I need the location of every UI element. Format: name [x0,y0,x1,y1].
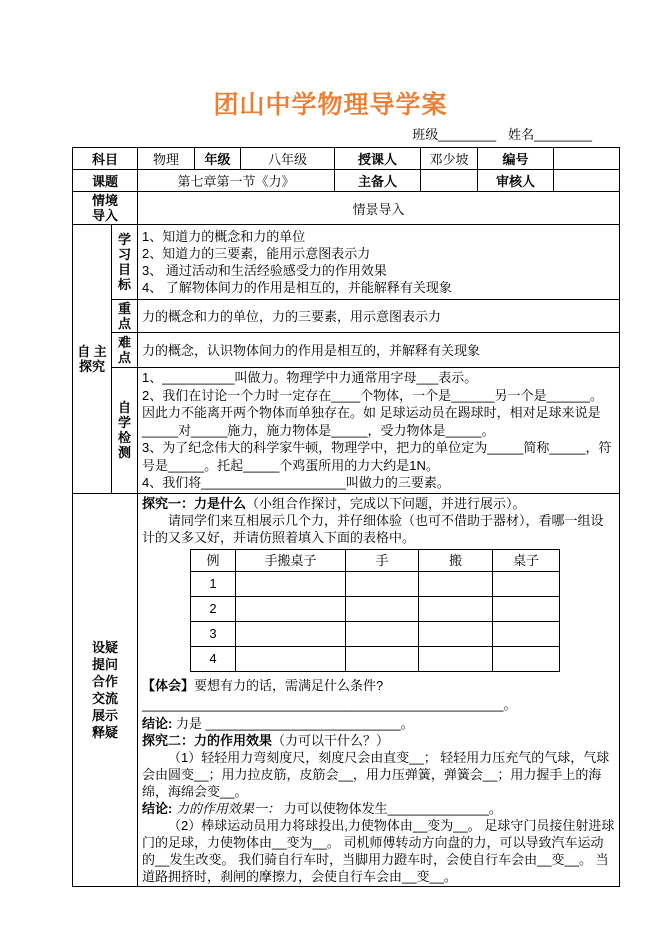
conclusion2-effect-name: 力的作用效果一： [175,800,280,816]
exploration2-para1: （1）轻轻用力弯刻度尺，刻度尺会由直变__； 轻轻用力压充气的气球，气球会由圆变__；用力拉皮筋，皮筋会__，用力压弹簧，弹簧会__；用力握手上的海绵，海绵会变__。 [142,749,610,799]
force-table-blank-cell [346,646,419,671]
force-table-header-cell: 手搬桌子 [236,549,346,571]
exploration1-heading-title: 探究一：力是什么 [142,495,247,511]
goal-item: 4、 了解物体间力的作用是相互的，并能解释有关现象 [142,280,452,295]
exploration1-intro: 请同学们来互相展示几个力，并仔细体验（也可不借助于器材），看哪一组设计的又多又好，并请仿照着填入下面的表格中。 [142,512,604,545]
number-value-cell [554,148,620,170]
grade-value-cell: 八年级 [241,148,335,170]
conclusion2-label: 结论: [142,800,173,816]
force-table-row-number: 2 [191,596,236,621]
exploration2-heading-note: （力可以干什么？） [272,732,390,748]
self-check-row [73,368,620,494]
goal-item: 3、 通过活动和生活经验感受力的作用效果 [142,263,387,278]
exploration-row [73,493,620,886]
key-point-label-cell: 重 点 [112,300,138,333]
force-examples-table [190,549,560,672]
info-row-2 [73,170,620,192]
reviewer-label-cell: 审核人 [478,170,554,192]
goal-item: 1、知道力的概念和力的单位 [142,229,306,244]
exploration2-heading-title: 探究二：力的作用效果 [142,732,273,748]
force-table-blank-cell [346,596,419,621]
conclusion1-line [142,715,615,732]
experience-text: 要想有力的话，需满足什么条件? [194,677,384,693]
force-table-row [191,596,560,621]
force-table-blank-cell [493,571,560,596]
exploration1-heading [142,495,615,512]
self-check-item: 2、我们在讨论一个力时一定存在____个物体，一个是______另一个是______。因此力不能离开两个物体而单独存在。如 足球运动员在踢球时，相对足球来说是_____对_____施力，施力物体是_____，受力物体是_____。 [142,387,603,438]
exploration1-heading-note: （小组合作探讨，完成以下问题，并进行展示）。 [246,495,526,511]
instructor-value-cell: 邓少坡 [421,148,478,170]
force-table-blank-cell [493,596,560,621]
number-label-cell: 编号 [478,148,554,170]
experience-blank-line: __________________________________________________。 [142,696,517,712]
self-check-item: 4、我们将____________________叫做力的三要素。 [142,475,450,490]
self-check-label-cell: 自 学 检 测 [112,368,138,494]
force-table-blank-cell [419,646,493,671]
discussion-label-cell: 设疑 提问 合作 交流 展示 释疑 [73,493,138,886]
force-table-header-cell: 手 [346,549,419,571]
info-table [72,147,620,192]
difficulty-label-cell: 难 点 [112,333,138,368]
force-table-blank-cell [236,596,346,621]
conclusion2-line [142,800,615,817]
conclusion1-text: 力是 ___________________________。 [175,715,414,731]
force-table-blank-cell [419,571,493,596]
goals-row [73,225,620,300]
conclusion2-text: 力可以使物体发生______________。 [283,800,502,816]
force-table-blank-cell [493,646,560,671]
force-table-blank-cell [419,596,493,621]
force-table-blank-cell [419,621,493,646]
exploration2-para2: （2）棒球运动员用力将球投出,力使物体由__变为__。 足球守门员接住射进球门的足球，力使物体由__变为__。 司机师傅转动方向盘的力，可以导致汽车运动的__发生改变。 我们骑自行车时，当脚用力蹬车时，会使自行车会由__变__。 当道路拥挤时，刹闸的摩擦力，会使自行车会由__变__。 [142,817,615,884]
preparer-value-cell [421,170,478,192]
subject-value-cell: 物理 [138,148,195,170]
goals-content-cell [138,225,620,300]
conclusion1-label: 结论: [142,715,173,731]
info-row-1 [73,148,620,170]
force-table-row-number: 3 [191,621,236,646]
experience-prefix: 【体会】 [142,677,195,693]
force-table-header-cell: 搬 [419,549,493,571]
page-title: 团山中学物理导学案 [213,91,448,119]
force-table-row [191,621,560,646]
force-table-blank-cell [493,621,560,646]
force-table-blank-cell [236,571,346,596]
exploration-content-cell [138,493,620,886]
topic-value-cell: 第七章第一节《力》 [138,170,335,192]
key-point-row [73,300,620,333]
self-inquiry-label-cell: 自 主 探究 [73,225,112,494]
class-blank-field: ________ [438,127,497,142]
key-point-content-cell: 力的概念和力的单位，力的三要素，用示意图表示力 [138,300,620,333]
self-check-item: 3、为了纪念伟大的科学家牛顿，物理学中，把力的单位定为_____简称_____，符号是_____。托起_____个鸡蛋所用的力大约是1N。 [142,440,612,473]
situation-row [73,192,620,225]
force-table-row-number: 1 [191,571,236,596]
force-table-row [191,571,560,596]
grade-label-cell: 年级 [195,148,241,170]
class-name-line [72,127,619,143]
self-check-item: 1、__________叫做力。物理学中力通常用字母___表示。 [142,370,478,385]
goal-item: 2、知道力的三要素，能用示意图表示力 [142,246,371,261]
study-plan-table [72,224,620,494]
force-table-row-number: 4 [191,646,236,671]
exploration2-heading [142,732,615,749]
situation-label-cell: 情境 导入 [73,192,138,225]
force-table-blank-cell [346,571,419,596]
force-table-blank-cell [236,646,346,671]
force-table-header-cell: 例 [191,549,236,571]
situation-table [72,191,620,225]
difficulty-row [73,333,620,368]
preparer-label-cell: 主备人 [335,170,421,192]
subject-label-cell: 科目 [73,148,138,170]
force-table-row [191,646,560,671]
force-table-header-row [191,549,560,571]
exploration-table [72,493,620,887]
force-table-blank-cell [346,621,419,646]
situation-content-cell: 情景导入 [138,192,620,225]
self-check-content-cell [138,368,620,494]
topic-label-cell: 课题 [73,170,138,192]
student-name-label: 姓名 [508,127,535,142]
goals-label-cell: 学 习 目 标 [112,225,138,300]
instructor-label-cell: 授课人 [335,148,421,170]
reviewer-value-cell [554,170,620,192]
force-table-blank-cell [236,621,346,646]
class-label: 班级 [412,127,439,142]
difficulty-content-cell: 力的概念，认识物体间力的作用是相互的，并解释有关现象 [138,333,620,368]
experience-line [142,677,615,694]
student-name-blank-field: ________ [534,127,592,142]
force-table-header-cell: 桌子 [493,549,560,571]
